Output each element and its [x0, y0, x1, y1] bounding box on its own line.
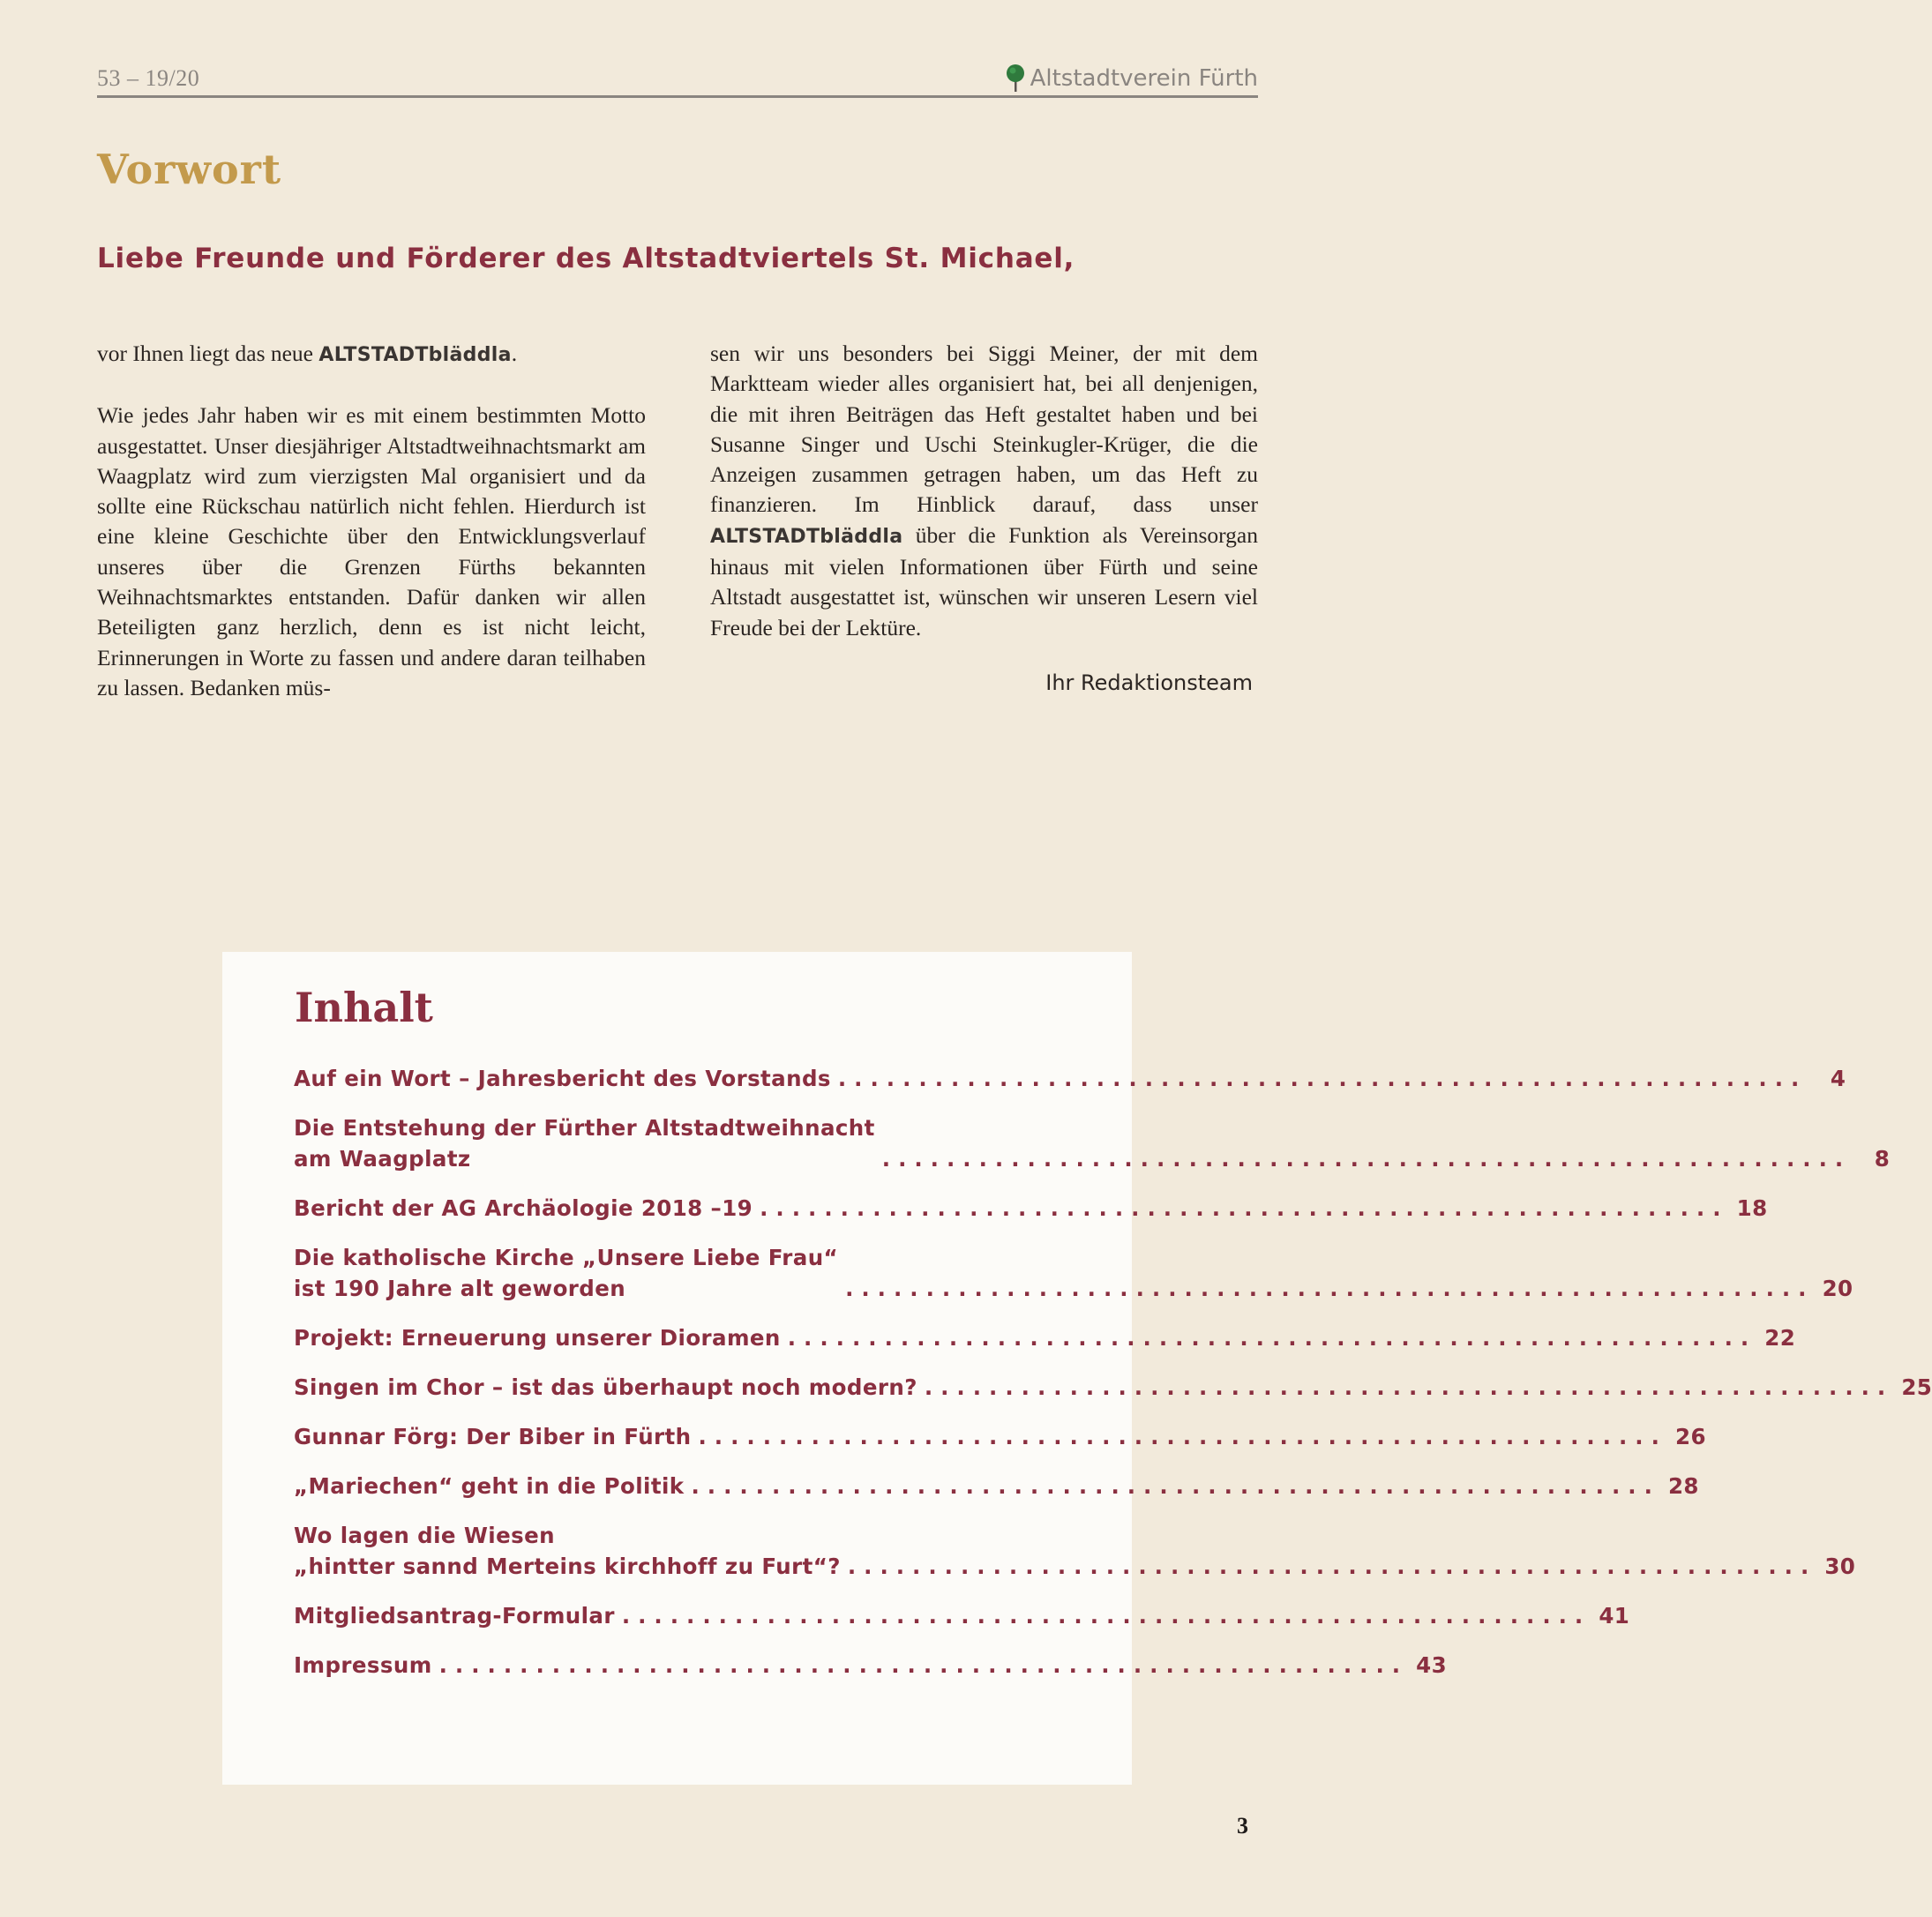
- page-number: 3: [1237, 1813, 1248, 1838]
- toc-entry-line: Mitgliedsantrag-Formular: [294, 1603, 615, 1629]
- toc-entry-line: Gunnar Förg: Der Biber in Fürth: [294, 1424, 692, 1449]
- toc-entry[interactable]: [294, 1421, 1706, 1452]
- toc-entry-line: Bericht der AG Archäologie 2018 –19: [294, 1195, 753, 1221]
- toc-entry[interactable]: [294, 1372, 1932, 1403]
- dot-leader: ............................................................: [760, 1195, 1729, 1221]
- magazine-name: ALTSTADTbläddla: [710, 525, 903, 548]
- page-header: [97, 64, 1258, 98]
- body-paragraph: Wie jedes Jahr haben wir es mit einem bestimmten Motto ausgestattet. Unser diesjähriger Altstadtweihnachtsmarkt am Waagplatz wird zum vierzigsten Mal organisiert und da sollte eine Rückschau natürlich nicht fehlen. Hierdurch ist eine kleine Geschichte über den Entwicklungsverlauf unseres über die Grenzen Fürths bekannten Weihnachtsmarktes entstanden. Dafür danken wir allen Beteiligten ganz herzlich, denn es ist nicht leicht, Erinnerungen in Worte zu fassen und andere daran teilhaben zu lassen. Bedanken müs-: [97, 402, 646, 700]
- toc-entry-page: 20: [1822, 1276, 1853, 1301]
- toc-entry-title: [294, 1520, 841, 1582]
- toc-entry-line: „Mariechen“ geht in die Politik: [294, 1473, 685, 1499]
- toc-entry[interactable]: [294, 1600, 1630, 1631]
- toc-entry-title: [294, 1193, 753, 1224]
- magazine-name: ALTSTADTbläddla: [318, 344, 512, 366]
- toc-entry-title: [294, 1600, 615, 1631]
- dot-leader: ............................................................: [621, 1603, 1591, 1629]
- toc-entry-title: [294, 1063, 831, 1094]
- toc-entry-title: [294, 1112, 875, 1174]
- toc-entry-page: 28: [1667, 1473, 1699, 1499]
- toc-entry[interactable]: [294, 1242, 1853, 1304]
- dot-leader: ............................................................: [837, 1066, 1808, 1091]
- vorwort-title: Vorwort: [97, 146, 282, 193]
- toc-entry-title: [294, 1421, 691, 1452]
- toc-entry-page: 4: [1830, 1066, 1846, 1091]
- toc-entry-page: 8: [1874, 1146, 1891, 1172]
- toc-entry-line: „hintter sannd Merteins kirchhoff zu Furt“?: [294, 1554, 841, 1579]
- toc-entry-page: 22: [1764, 1325, 1796, 1351]
- toc-entry-line: am Waagplatz: [294, 1146, 471, 1172]
- dot-leader: ............................................................: [438, 1652, 1409, 1678]
- dot-leader: ............................................................: [847, 1554, 1817, 1579]
- toc-entry-line: Auf ein Wort – Jahresbericht des Vorstands: [294, 1066, 831, 1091]
- dot-leader: ............................................................: [881, 1146, 1852, 1172]
- toc-entry[interactable]: [294, 1650, 1448, 1681]
- toc-entry[interactable]: [294, 1063, 1846, 1094]
- toc-entry-line: ist 190 Jahre alt geworden: [294, 1276, 626, 1301]
- signature: Ihr Redaktionsteam: [1045, 670, 1253, 695]
- toc-entry-page: 26: [1675, 1424, 1706, 1449]
- toc-entry-title: [294, 1650, 432, 1681]
- toc-entry-title: [294, 1242, 838, 1304]
- salutation: Liebe Freunde und Förderer des Altstadtviertels St. Michael,: [97, 243, 1075, 274]
- toc-list: [294, 1063, 1932, 1699]
- toc-entry[interactable]: [294, 1471, 1699, 1501]
- body-paragraph-continued: sen wir uns besonders bei Siggi Meiner, der mit dem Marktteam wieder alles organisiert hat, bei all denjenigen, die mit ihren Beiträgen das Heft gestaltet haben und bei Susanne Singer und Uschi Steinkugler-Krüger, die die Anzeigen zusammen getragen haben, um das Heft zu finanzieren. Im Hinblick darauf, dass unser ALTSTADTbläddla über die Funktion als Vereinsorgan hinaus mit vielen Informationen über Fürth und seine Altstadt ausgestattet ist, wünschen wir unseren Lesern viel Freude bei der Lektüre.: [710, 341, 1258, 640]
- dot-leader: ............................................................: [924, 1374, 1894, 1400]
- toc-entry-page: 18: [1736, 1195, 1768, 1221]
- toc-entry[interactable]: [294, 1112, 1891, 1174]
- toc-entry-line: Die katholische Kirche „Unsere Liebe Frau“: [294, 1245, 839, 1270]
- brand: [1006, 64, 1258, 92]
- toc-entry[interactable]: [294, 1193, 1768, 1224]
- tree-icon: [1006, 64, 1025, 92]
- brand-name: Altstadtverein Fürth: [1030, 65, 1258, 92]
- toc-entry[interactable]: [294, 1520, 1856, 1582]
- toc-entry-page: 43: [1416, 1652, 1448, 1678]
- text-column-left: [97, 339, 646, 703]
- issue-number: 53 – 19/20: [97, 65, 200, 91]
- toc-entry-title: [294, 1471, 684, 1501]
- toc-entry-line: Impressum: [294, 1652, 432, 1678]
- toc-entry-line: Wo lagen die Wiesen: [294, 1523, 555, 1548]
- dot-leader: ............................................................: [691, 1473, 1660, 1499]
- toc-entry-title: [294, 1372, 917, 1403]
- toc-entry-page: 30: [1824, 1554, 1856, 1579]
- dot-leader: ............................................................: [845, 1276, 1815, 1301]
- dot-leader: ............................................................: [787, 1325, 1757, 1351]
- toc-entry-line: Singen im Chor – ist das überhaupt noch modern?: [294, 1374, 917, 1400]
- intro-paragraph: vor Ihnen liegt das neue ALTSTADTbläddla.: [97, 341, 518, 366]
- table-of-contents: [222, 952, 1932, 1785]
- text-column-right: [710, 339, 1258, 643]
- toc-entry-page: 41: [1599, 1603, 1630, 1629]
- toc-entry-line: Die Entstehung der Fürther Altstadtweihnacht: [294, 1115, 875, 1141]
- toc-entry-title: [294, 1322, 781, 1353]
- toc-entry[interactable]: [294, 1322, 1796, 1353]
- toc-entry-page: 25: [1901, 1374, 1932, 1400]
- toc-title: Inhalt: [295, 984, 433, 1031]
- dot-leader: ............................................................: [698, 1424, 1667, 1449]
- toc-entry-line: Projekt: Erneuerung unserer Dioramen: [294, 1325, 781, 1351]
